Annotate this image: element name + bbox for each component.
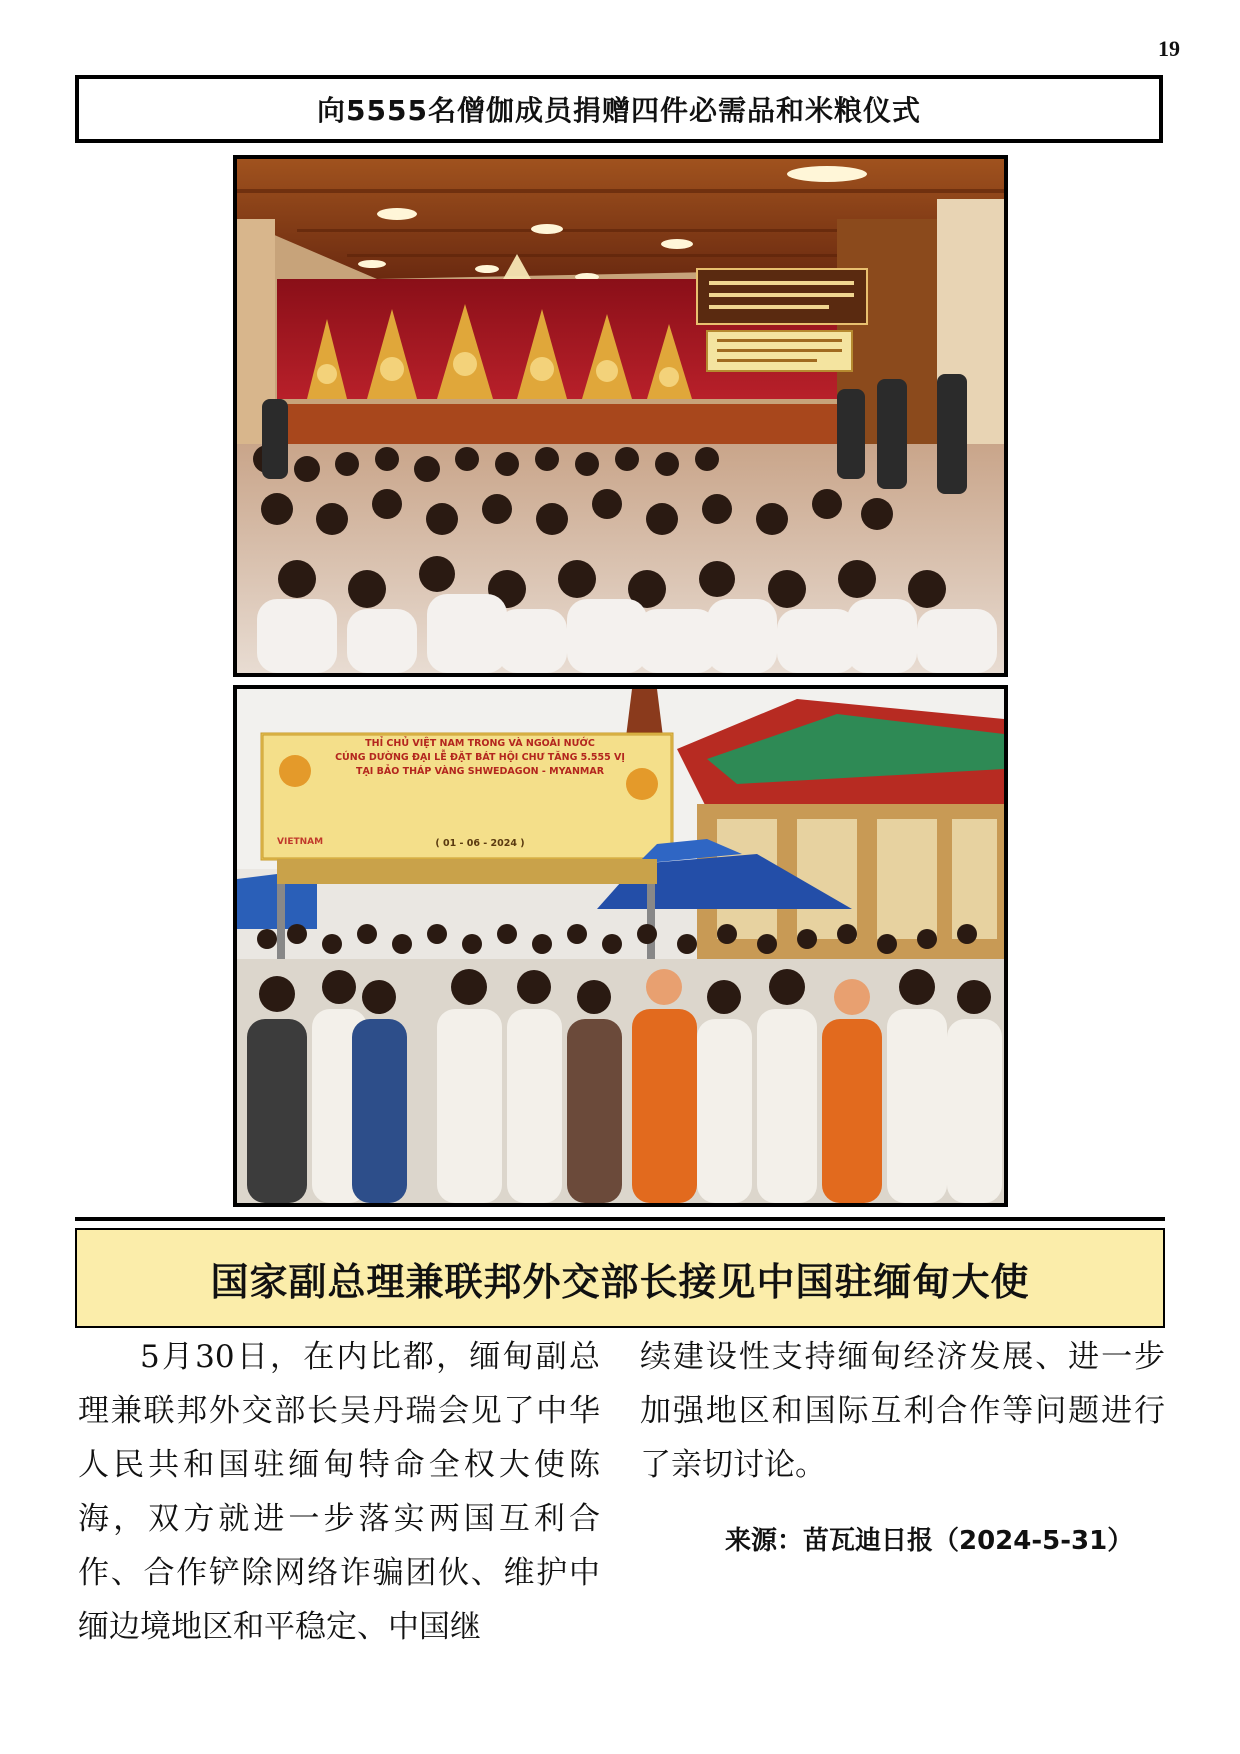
section-divider <box>75 1217 1165 1221</box>
article-body-left: 5月30日，在内比都，缅甸副总理兼联邦外交部长吴丹瑞会见了中华人民共和国驻缅甸特命全权大使陈海，双方就进一步落实两国互利合作、合作铲除网络诈骗团伙、维护中缅边境地区和平稳定、中国继 <box>78 1339 600 1645</box>
ceremony-hall-image <box>237 159 1004 673</box>
banner-left-tag: VIETNAM <box>277 837 324 847</box>
banner-line-2: CÚNG DƯỜNG ĐẠI LỄ ĐẶT BÁT HỘI CHƯ TĂNG 5.555 VỊ <box>335 752 625 763</box>
banner-text <box>295 737 665 851</box>
pagoda-crowd-photo <box>233 685 1008 1207</box>
banner-line-1: THỈ CHỦ VIỆT NAM TRONG VÀ NGOÀI NƯỚC <box>365 738 595 749</box>
page-number: 19 <box>1158 36 1180 61</box>
banner-line-3: TẠI BẢO THÁP VÀNG SHWEDAGON - MYANMAR <box>355 766 605 777</box>
ceremony-hall-photo <box>233 155 1008 677</box>
banner-date: ( 01 - 06 - 2024 ) <box>435 838 525 849</box>
article-headline: 国家副总理兼联邦外交部长接见中国驻缅甸大使 <box>75 1228 1165 1328</box>
article-body-right: 续建设性支持缅甸经济发展、进一步加强地区和国际互利合作等问题进行了亲切讨论。 <box>640 1339 1165 1483</box>
article-source: 来源：苗瓦迪日报（2024-5-31） <box>725 1526 1134 1556</box>
photo-caption: 向5555名僧伽成员捐赠四件必需品和米粮仪式 <box>75 75 1163 143</box>
